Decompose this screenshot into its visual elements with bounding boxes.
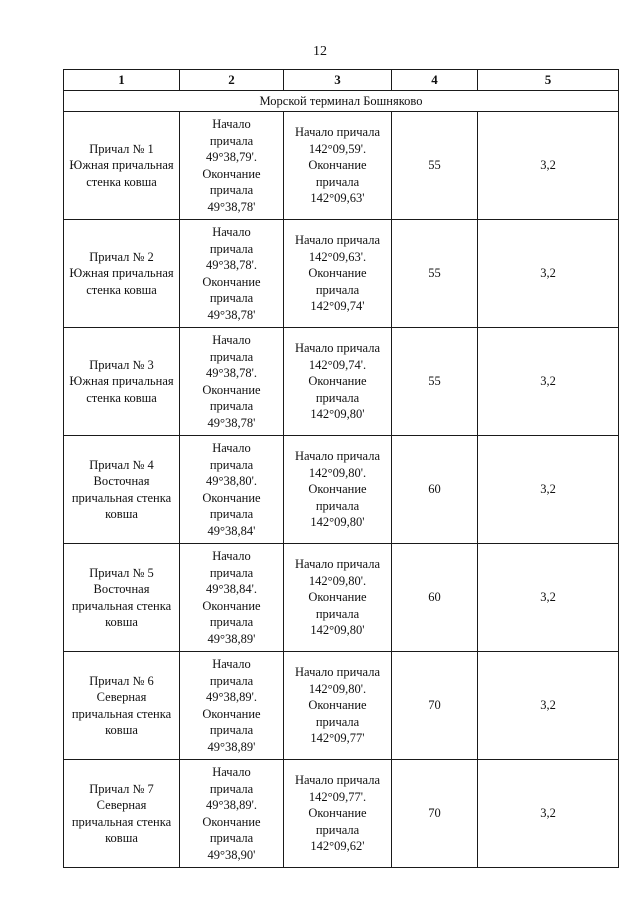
header-row (64, 70, 619, 91)
depth-cell: 3,2 (478, 760, 619, 868)
berth-name-cell: Причал № 6 Северная причальная стенка ковша (64, 652, 180, 760)
section-title: Морской терминал Бошняково (64, 91, 619, 112)
berth-name-cell: Причал № 5 Восточная причальная стенка ковша (64, 544, 180, 652)
length-cell: 60 (392, 436, 478, 544)
depth-cell: 3,2 (478, 328, 619, 436)
longitude-cell: Начало причала 142°09,74'. Окончание причала 142°09,80' (284, 328, 392, 436)
table-row (64, 328, 619, 436)
berth-name-cell: Причал № 4 Восточная причальная стенка ковша (64, 436, 180, 544)
column-header-3: 3 (284, 70, 392, 91)
length-cell: 70 (392, 760, 478, 868)
longitude-cell: Начало причала 142°09,77'. Окончание причала 142°09,62' (284, 760, 392, 868)
depth-cell: 3,2 (478, 544, 619, 652)
table-row (64, 652, 619, 760)
latitude-cell: Начало причала 49°38,89'. Окончание причала 49°38,90' (180, 760, 284, 868)
latitude-cell: Начало причала 49°38,78'. Окончание причала 49°38,78' (180, 220, 284, 328)
latitude-cell: Начало причала 49°38,78'. Окончание причала 49°38,78' (180, 328, 284, 436)
longitude-cell: Начало причала 142°09,80'. Окончание причала 142°09,80' (284, 436, 392, 544)
length-cell: 60 (392, 544, 478, 652)
length-cell: 55 (392, 220, 478, 328)
depth-cell: 3,2 (478, 112, 619, 220)
berth-name-cell: Причал № 2 Южная причальная стенка ковша (64, 220, 180, 328)
section-row (64, 91, 619, 112)
berth-name-cell: Причал № 3 Южная причальная стенка ковша (64, 328, 180, 436)
longitude-cell: Начало причала 142°09,80'. Окончание причала 142°09,80' (284, 544, 392, 652)
latitude-cell: Начало причала 49°38,80'. Окончание причала 49°38,84' (180, 436, 284, 544)
column-header-5: 5 (478, 70, 619, 91)
table-row (64, 760, 619, 868)
length-cell: 55 (392, 328, 478, 436)
berth-name-cell: Причал № 1 Южная причальная стенка ковша (64, 112, 180, 220)
depth-cell: 3,2 (478, 652, 619, 760)
table-row (64, 220, 619, 328)
latitude-cell: Начало причала 49°38,89'. Окончание причала 49°38,89' (180, 652, 284, 760)
depth-cell: 3,2 (478, 220, 619, 328)
table-row (64, 436, 619, 544)
table-row (64, 544, 619, 652)
length-cell: 70 (392, 652, 478, 760)
column-header-1: 1 (64, 70, 180, 91)
column-header-2: 2 (180, 70, 284, 91)
berth-name-cell: Причал № 7 Северная причальная стенка ковша (64, 760, 180, 868)
page-number: 12 (313, 44, 327, 59)
column-header-4: 4 (392, 70, 478, 91)
depth-cell: 3,2 (478, 436, 619, 544)
longitude-cell: Начало причала 142°09,80'. Окончание причала 142°09,77' (284, 652, 392, 760)
latitude-cell: Начало причала 49°38,79'. Окончание причала 49°38,78' (180, 112, 284, 220)
longitude-cell: Начало причала 142°09,59'. Окончание причала 142°09,63' (284, 112, 392, 220)
length-cell: 55 (392, 112, 478, 220)
table-row (64, 112, 619, 220)
longitude-cell: Начало причала 142°09,63'. Окончание причала 142°09,74' (284, 220, 392, 328)
latitude-cell: Начало причала 49°38,84'. Окончание причала 49°38,89' (180, 544, 284, 652)
berths-table (63, 69, 619, 868)
